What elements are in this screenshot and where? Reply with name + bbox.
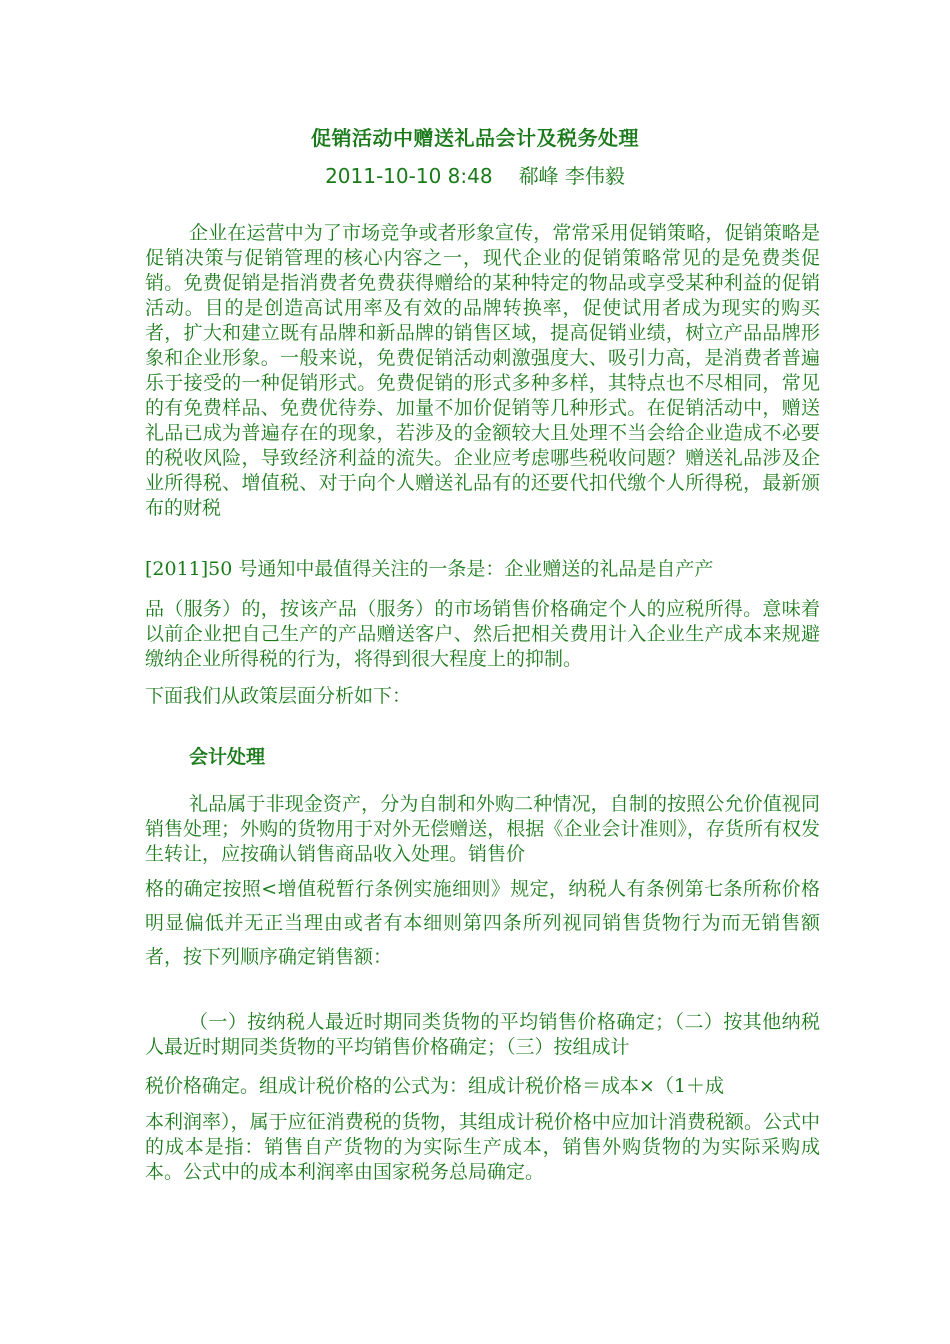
accounting-paragraph: 礼品属于非现金资产，分为自制和外购二种情况，自制的按照公允价值视同销售处理；外购的货物用于对外无偿赠送，根据《企业会计准则》，存货所有权发生转让，应按确认销售商品收入处理。销售价 (145, 793, 820, 865)
accounting-paragraph-pricing: 格的确定按照<增值税暂行条例实施细则》规定，纳税人有条例第七条所称价格明显偏低并无正当理由或者有本细则第四条所列视同销售货物行为而无销售额者，按下列顺序确定销售额： (145, 878, 820, 968)
document-title: 促销活动中赠送礼品会计及税务处理 (311, 126, 639, 150)
section-heading-accounting: 会计处理 (189, 746, 266, 768)
pricing-order-paragraph: （一）按纳税人最近时期同类货物的平均销售价格确定；（二）按其他纳税人最近时期同类货物的平均销售价格确定；（三）按组成计 (145, 1011, 820, 1058)
intro-paragraph: 企业在运营中为了市场竞争或者形象宣传，常常采用促销策略，促销策略是促销决策与促销管理的核心内容之一，现代企业的促销策略常见的是免费类促销。免费促销是指消费者免费获得赠给的某种特定的物品或享受某种利益的促销活动。目的是创造高试用率及有效的品牌转换率，促使试用者成为现实的购买者，扩大和建立既有品牌和新品牌的销售区域，提高促销业绩，树立产品品牌形象和企业形象。一般来说，免费促销活动刺激强度大、吸引力高，是消费者普遍乐于接受的一种促销形式。免费促销的形式多种多样，其特点也不尽相同，常见的有免费样品、免费优待券、加量不加价促销等几种形式。在促销活动中，赠送礼品已成为普遍存在的现象，若涉及的金额较大且处理不当会给企业造成不必要的税收风险，导致经济利益的流失。企业应考虑哪些税收问题？赠送礼品涉及企业所得税、增值税、对于向个人赠送礼品有的还要代扣代缴个人所得税，最新颁布的财税 (145, 222, 820, 519)
pricing-formula-explanation: 本利润率），属于应征消费税的货物，其组成计税价格中应加计消费税额。公式中的成本是指：销售自产货物的为实际生产成本，销售外购货物的为实际采购成本。公式中的成本利润率由国家税务总局确定。 (145, 1111, 820, 1183)
analysis-lead-in: 下面我们从政策层面分析如下： (145, 685, 412, 707)
publish-datetime: 2011-10-10 8:48 (325, 164, 493, 188)
intro-paragraph-continued: 品（服务）的，按该产品（服务）的市场销售价格确定个人的应税所得。意味着以前企业把自己生产的产品赠送客户、然后把相关费用计入企业生产成本来规避缴纳企业所得税的行为，将得到很大程度上的抑制。 (145, 598, 820, 670)
article-meta (0, 160, 950, 189)
authors: 郗峰 李伟毅 (518, 164, 625, 188)
intro-paragraph-notice: [2011]50 号通知中最值得关注的一条是：企业赠送的礼品是自产产 (145, 558, 714, 580)
pricing-formula-line: 税价格确定。组成计税价格的公式为：组成计税价格＝成本×（1＋成 (145, 1075, 725, 1097)
